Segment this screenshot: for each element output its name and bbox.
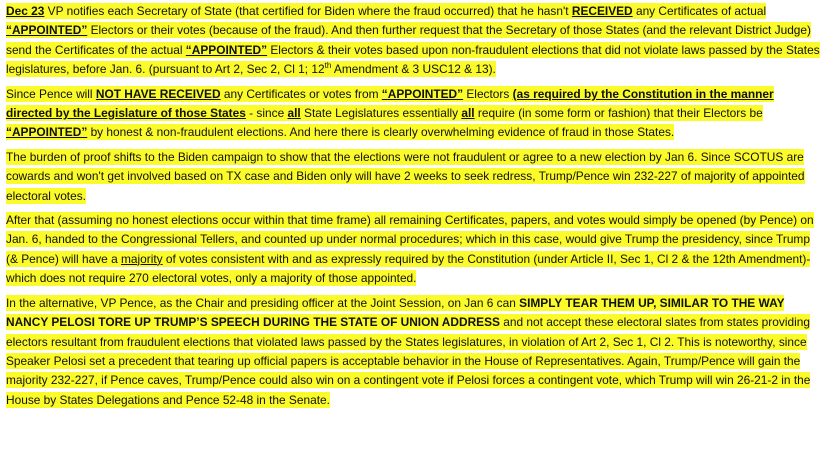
text-run: Electors & their votes based upon non-fraudulent elections that did not violate laws passed by the States legislatures, before Jan. 6. (pursuant to Art 2, Sec 2, Cl 1; 12 xyxy=(6,42,820,77)
appointed-emphasis: “APPOINTED” xyxy=(6,125,88,140)
highlighted-text xyxy=(6,3,820,77)
text-run: Electors xyxy=(463,86,513,101)
text-run: State Legislatures essentially xyxy=(300,106,462,121)
text-run: by honest & non-fraudulent elections. And here there is clearly overwhelming evidence of fraud in those States. xyxy=(87,125,675,140)
text-run: require (in some form or fashion) that their Electors be xyxy=(474,106,763,121)
text-run: any Certificates or votes from xyxy=(220,86,382,101)
constitution-emphasis: (as required by the Constitution in the manner directed by the Legislature of those States xyxy=(6,86,774,121)
text-run: any Certificates of actual xyxy=(632,4,767,18)
text-run: and not accept these electoral slates from states providing electors resultant from fraudulent elections that violated laws passed by the States legislatures, in violation of Art 2, Sec 1, Cl 2. This is noteworthy, since Speaker Pelosi set a precedent that tearing up official papers is acceptable behavior in the House of Representatives. Again, Trump/Pence will gain the majority 232-227, if Pence caves, Trump/Pence could also win on a contingent vote if Pelosi forces a contingent vote, which Trump will win 26-21-2 in the House by States Delegations and Pence 52-48 in the Senate. xyxy=(6,315,811,407)
paragraph-burden-of-proof xyxy=(6,148,821,206)
text-run: Electors or their votes (because of the fraud). And then further request that the Secretary of those States (and the relevant District Judge) send the Certificates of the actual xyxy=(6,23,811,57)
paragraph-in-the-alternative xyxy=(6,294,821,410)
not-received-emphasis: NOT HAVE RECEIVED xyxy=(95,86,221,101)
highlighted-text: The burden of proof shifts to the Biden campaign to show that the elections were not fraudulent or agree to a new election by Jan 6. Since SCOTUS are cowards and won't get involved based on TX case and Biden only will have 2 weeks to seek redress, Trump/Pence win 232-227 of majority of appointed electoral votes. xyxy=(6,149,805,203)
all-emphasis: all xyxy=(461,106,475,121)
paragraph-after-that xyxy=(6,211,821,289)
text-run: VP notifies each Secretary of State (that certified for Biden where the fraud occurred) that he hasn't xyxy=(44,4,572,18)
paragraph-pence-not-received xyxy=(6,85,821,143)
highlighted-text xyxy=(6,295,810,408)
tear-them-up-emphasis: SIMPLY TEAR THEM UP, SIMILAR TO THE WAY NANCY PELOSI TORE UP TRUMP’S SPEECH DURING THE STATE OF UNION ADDRESS xyxy=(6,295,785,330)
superscript-th: th xyxy=(324,61,332,71)
text-run: In the alternative, VP Pence, as the Chair and presiding officer at the Joint Session, on Jan 6 can xyxy=(6,295,520,310)
appointed-emphasis: “APPOINTED” xyxy=(381,86,464,101)
appointed-emphasis: “APPOINTED” xyxy=(6,23,88,38)
paragraph-dec-23 xyxy=(6,2,821,80)
appointed-emphasis: “APPOINTED” xyxy=(185,42,268,57)
text-run: After that (assuming no honest elections occur within that time frame) all remaining Certificates, papers, and votes would simply be opened (by Pence) on Jan. 6, handed to the Congressional Tellers, and counted up under normal procedures; which in this case, would give Trump the presidency, since Trump (& Pence) will have a xyxy=(6,213,814,266)
received-emphasis: RECEIVED xyxy=(571,4,633,18)
text-run: Since Pence will xyxy=(6,86,96,101)
highlighted-text xyxy=(6,86,774,141)
all-emphasis: all xyxy=(287,106,301,121)
text-run: - since xyxy=(245,106,288,121)
date-dec-23: Dec 23 xyxy=(6,4,45,18)
highlighted-text xyxy=(6,212,814,286)
text-run: Amendment & 3 USC12 & 13). xyxy=(331,62,496,77)
majority-emphasis: majority xyxy=(121,251,163,266)
text-run: of votes consistent with and as expressly required by the Constitution (under Article II, Sec 1, Cl 2 & the 12th Amendment)- which does not require 270 electoral votes, only a majority of those appointed. xyxy=(6,251,811,286)
